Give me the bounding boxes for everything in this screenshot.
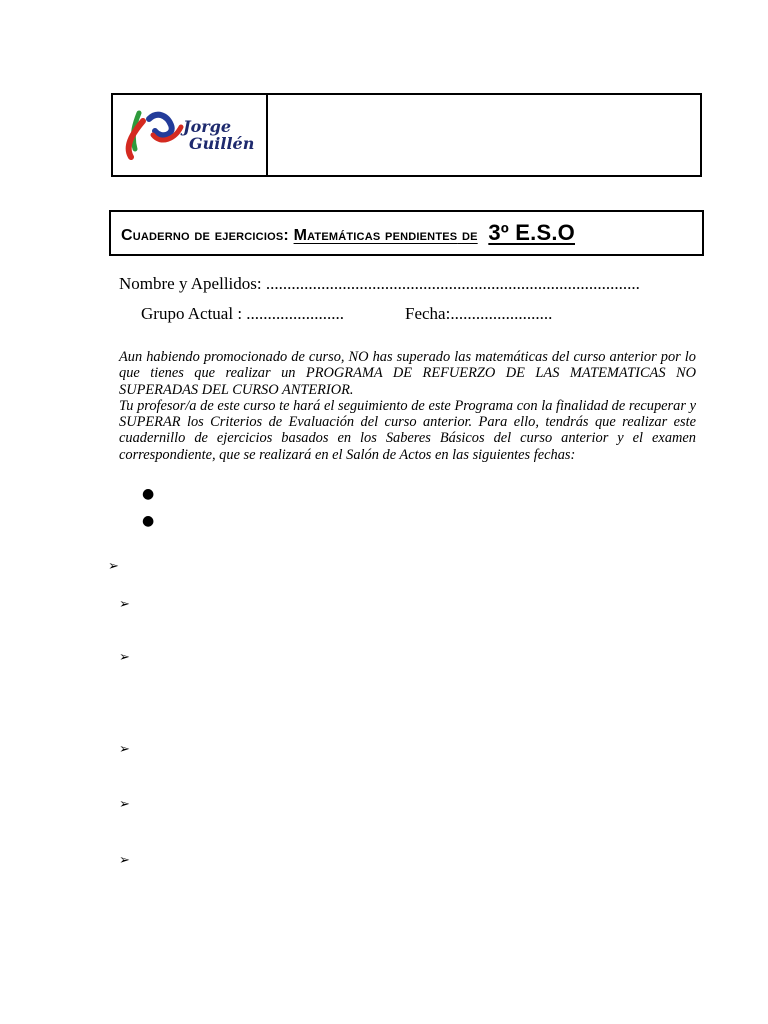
intro-text xyxy=(119,349,696,463)
logo-mark-icon xyxy=(121,105,191,167)
arrow-bullet-icon: ➢ xyxy=(119,650,130,665)
intro-paragraph-2: Tu profesor/a de este curso te hará el seguimiento de este Programa con la finalidad de recuperar y SUPERAR los Criterios de Evaluación del curso anterior. Para ello, tendrás que realizar este cuadernillo de ejercicios basados en los Saberes Básicos del curso anterior y el examen correspondiente, que se realizará en el Salón de Actos en las siguientes fechas: xyxy=(119,397,696,463)
title-part3: de xyxy=(461,227,478,244)
logo xyxy=(113,95,268,175)
document-title xyxy=(121,220,575,246)
arrow-bullet-icon: ➢ xyxy=(108,559,119,574)
logo-text-line1: Jorge xyxy=(183,117,232,136)
title-part1: Cuaderno de ejercicios: xyxy=(121,227,289,244)
arrow-bullet-icon: ➢ xyxy=(119,853,130,868)
intro-paragraph-1: Aun habiendo promocionado de curso, NO has superado las matemáticas del curso anterior por lo que tienes que realizar un PROGRAMA DE REFUERZO DE LAS MATEMATICAS NO SUPERADAS DEL CURSO ANTERIOR. xyxy=(119,349,696,398)
arrow-bullet-icon: ➢ xyxy=(119,597,130,612)
grupo-field[interactable]: Grupo Actual : ....................... xyxy=(141,304,345,323)
header-box xyxy=(111,93,702,177)
nombre-field[interactable]: Nombre y Apellidos: ........................................................................................ xyxy=(119,274,640,293)
title-part2 xyxy=(294,227,478,244)
arrow-bullet-icon: ➢ xyxy=(119,742,130,757)
title-box xyxy=(109,210,704,256)
bullet-dot-icon: ● xyxy=(142,486,155,502)
title-part2-text: Matemáticas pendientes xyxy=(293,227,458,244)
title-course: 3º E.S.O xyxy=(488,220,575,245)
logo-text-line2: Guillén xyxy=(189,134,255,153)
header-empty-cell xyxy=(268,95,700,175)
fecha-field[interactable]: Fecha:........................ xyxy=(405,304,553,323)
arrow-bullet-icon: ➢ xyxy=(119,797,130,812)
bullet-dot-icon: ● xyxy=(142,513,155,529)
